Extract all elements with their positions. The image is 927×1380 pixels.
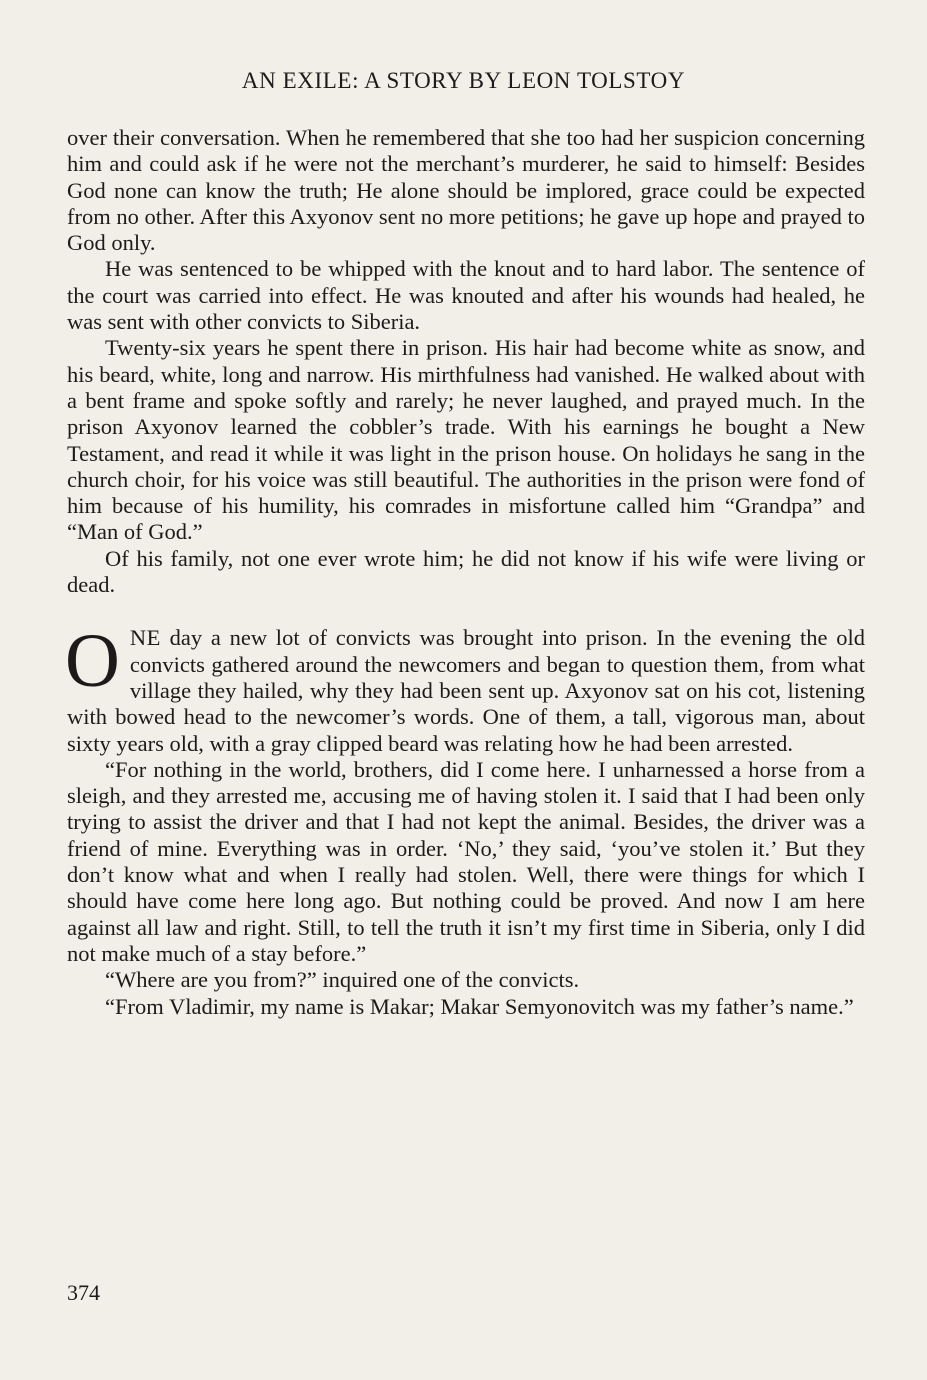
- running-title: AN EXILE: A STORY BY LEON TOLSTOY: [241, 68, 686, 93]
- paragraph-continued: over their conversation. When he remembered that she too had her suspicion concerning him and could ask if he were not the merchant’s murderer, he said to himself: Besides God none can know the truth; He alone should be implored, grace could be expected from no other. After this Axyonov sent no more petitions; he gave up hope and prayed to God only.: [67, 125, 865, 256]
- section-opening-text: day a new lot of convicts was brought into prison. In the evening the old convicts gathered around the newcomers and began to question them, from what village they hailed, why they had been sent up. Axyonov sat on his cot, listening with bowed head to the newcomer’s words. One of them, a tall, vigorous man, about sixty years old, with a gray clipped beard was relating how he had been arrested.: [67, 625, 865, 756]
- paragraph: “Where are you from?” inquired one of the convicts.: [105, 967, 580, 993]
- paragraph: He was sentenced to be whipped with the knout and to hard labor. The sentence of the court was carried into effect. He was knouted and after his wounds had healed, he was sent with other convicts to Siberia.: [67, 256, 865, 335]
- drop-cap: O: [65, 619, 120, 704]
- section-opening-paragraph: [65, 619, 865, 756]
- body-text: [67, 125, 865, 1020]
- paragraph: “For nothing in the world, brothers, did I come here. I unharnessed a horse from a sleigh, and they arrested me, accusing me of having stolen it. I said that I had been only trying to assist the driver and that I had not kept the animal. Besides, the driver was a friend of mine. Everything was in order. ‘No,’ they said, ‘you’ve stolen it.’ But they don’t know what and when I really had stolen. Well, there were things for which I should have come here long ago. But nothing could be proved. And now I am here against all law and right. Still, to tell the truth it isn’t my first time in Siberia, only I did not make much of a stay before.”: [67, 756, 865, 966]
- lead-in-caps: NE: [129, 625, 161, 651]
- paragraph: Of his family, not one ever wrote him; he did not know if his wife were living or dead.: [67, 545, 865, 598]
- paragraph: Twenty-six years he spent there in prison. His hair had become white as snow, and his beard, white, long and narrow. His mirthfulness had vanished. He walked about with a bent frame and spoke softly and rarely; he never laughed, and prayed much. In the prison Axyonov learned the cobbler’s trade. With his earnings he bought a New Testament, and read it while it was light in the prison house. On holidays he sang in the church choir, for his voice was still beautiful. The authorities in the prison were fond of him because of his humility, his comrades in misfortune called him “Grandpa” and “Man of God.”: [67, 335, 865, 545]
- section-break: [67, 598, 865, 625]
- paragraph: “From Vladimir, my name is Makar; Makar Semyonovitch was my father’s name.”: [105, 993, 854, 1019]
- page-number: 374: [67, 1280, 100, 1305]
